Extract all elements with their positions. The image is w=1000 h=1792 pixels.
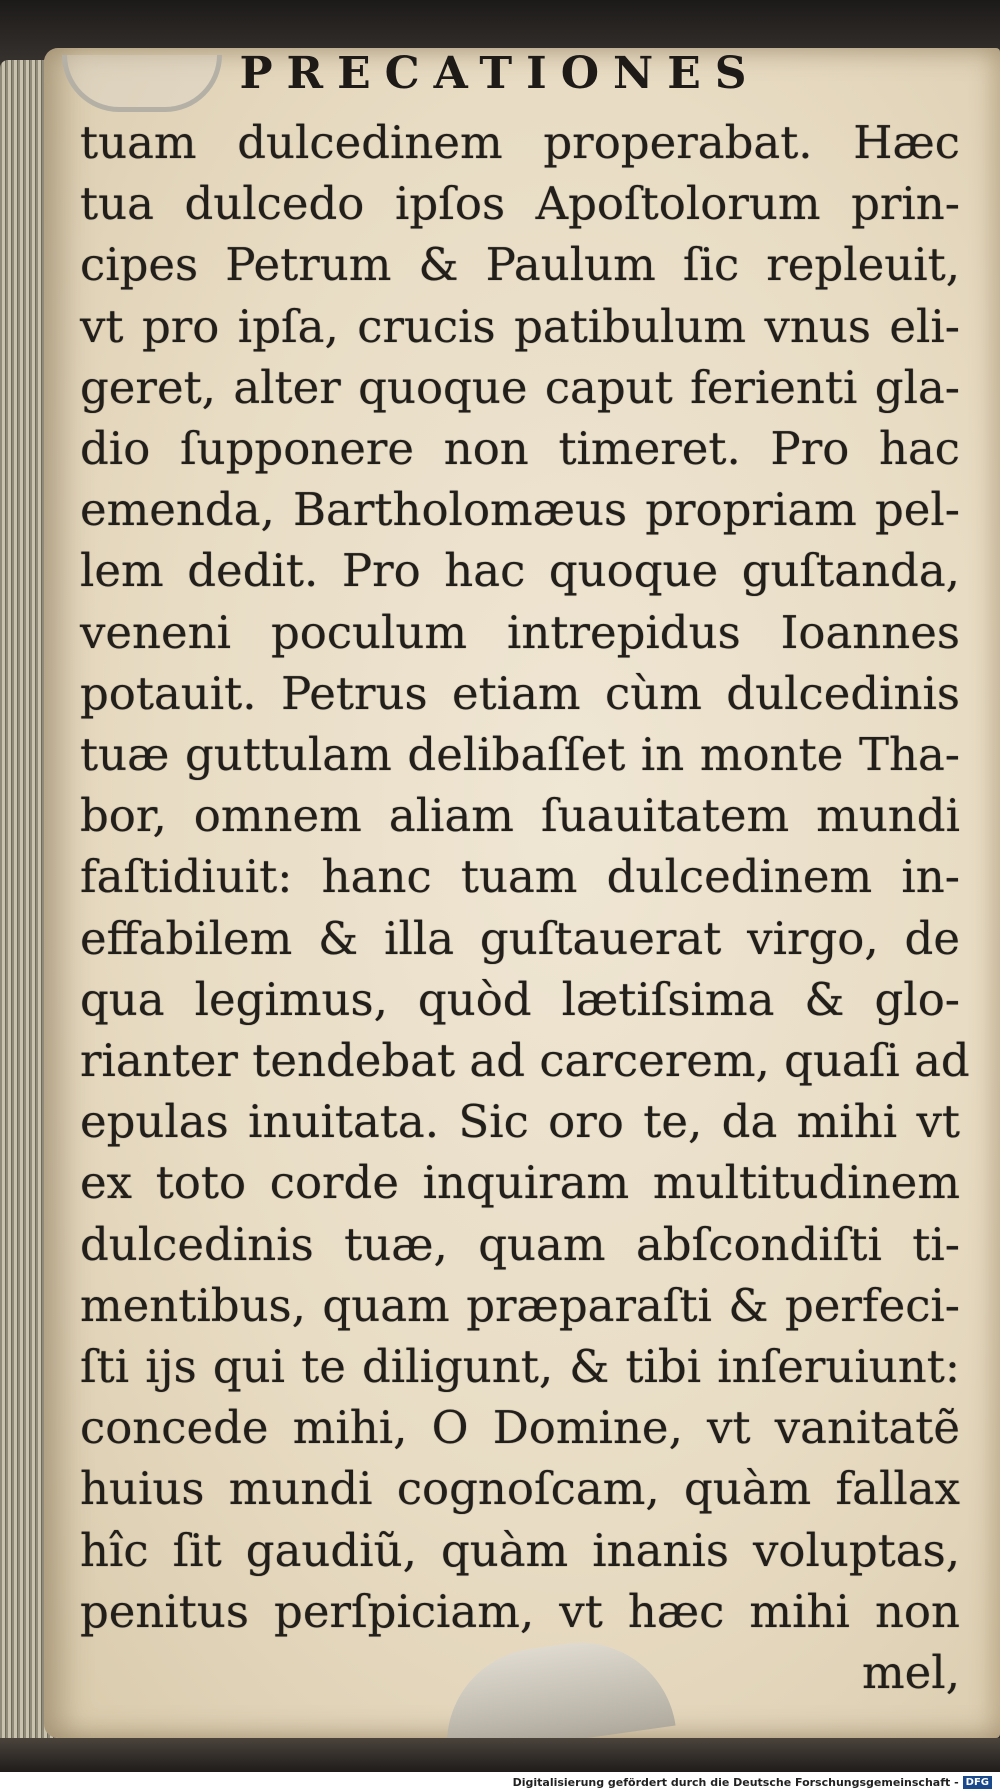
text-line: penitus perſpiciam, vt hæc mihi non: [80, 1584, 960, 1638]
text-line: emenda, Bartholomæus propriam pel-: [80, 483, 960, 537]
text-line: tua dulcedo ipſos Apoſtolorum prin-: [80, 177, 960, 231]
dfg-logo: DFG: [963, 1776, 992, 1789]
text-line: lem dedit. Pro hac quoque guſtanda,: [80, 544, 960, 598]
text-line: epulas inuitata. Sic oro te, da mihi vt: [80, 1095, 960, 1149]
text-line: effabilem & illa guſtauerat virgo, de: [80, 911, 960, 965]
text-line: bor, omnem aliam ſuauitatem mundi: [80, 789, 960, 843]
text-line: cipes Petrum & Paulum ſic repleuit,: [80, 238, 960, 292]
text-line: dulcedinis tuæ, quam abſcondiſti ti-: [80, 1217, 960, 1271]
body-text: [80, 112, 970, 1703]
text-line: rianter tendebat ad carcerem, quaſi ad: [80, 1034, 970, 1088]
text-line: ſti ijs qui te diligunt, & tibi inſeruiunt:: [80, 1340, 960, 1394]
text-line: mentibus, quam præparaſti & perfeci-: [80, 1278, 960, 1332]
digitization-credit-text: Digitalisierung gefördert durch die Deutsche Forschungsgemeinschaft -: [512, 1775, 959, 1789]
text-line: huius mundi cognoſcam, quàm fallax: [80, 1462, 960, 1516]
scanner-frame-bottom: [0, 1738, 1000, 1772]
text-line: veneni poculum intrepidus Ioannes: [80, 605, 960, 659]
text-line: potauit. Petrus etiam cùm dulcedinis: [80, 666, 960, 720]
catchword: mel,: [862, 1646, 960, 1700]
text-line: dio ſupponere non timeret. Pro hac: [80, 422, 960, 476]
digitization-credit-bar: [0, 1772, 1000, 1792]
text-line: faſtidiuit: hanc tuam dulcedinem in-: [80, 850, 960, 904]
text-line: vt pro ipſa, crucis patibulum vnus eli-: [80, 299, 960, 353]
text-line: tuam dulcedinem properabat. Hæc: [80, 116, 960, 169]
text-line: ex toto corde inquiram multitudinem: [80, 1156, 960, 1210]
text-line: tuæ guttulam delibaſſet in monte Tha-: [80, 728, 960, 782]
text-line: geret, alter quoque caput ferienti gla-: [80, 360, 960, 414]
text-line: qua legimus, quòd lætiſsima & glo-: [80, 972, 960, 1026]
running-head: PRECATIONES: [239, 48, 761, 99]
text-line: hîc ſit gaudiũ, quàm inanis voluptas,: [80, 1523, 960, 1577]
text-line: concede mihi, O Domine, vt vanitatẽ: [80, 1401, 960, 1455]
